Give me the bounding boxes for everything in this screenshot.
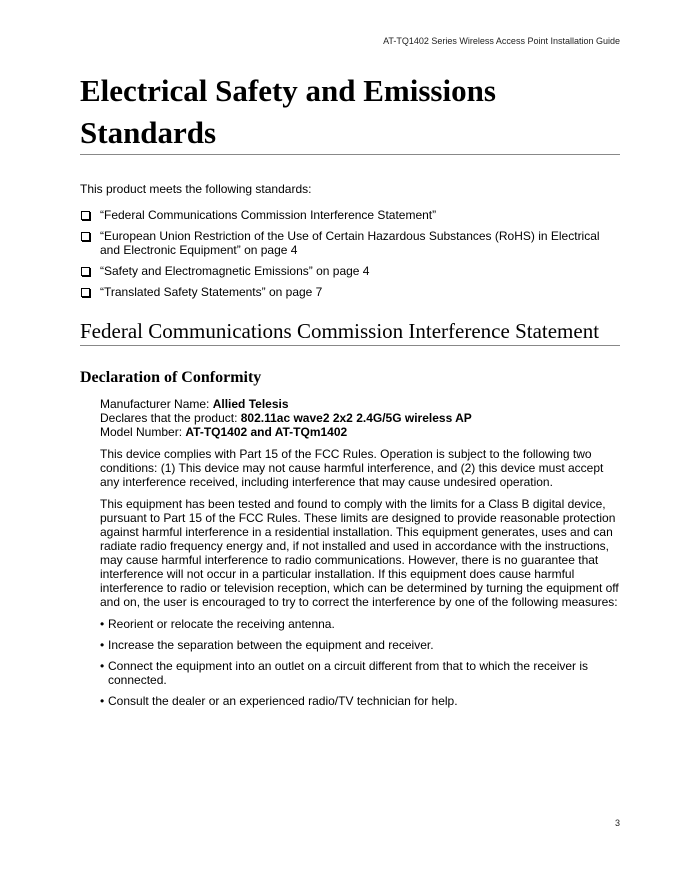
running-header: AT-TQ1402 Series Wireless Access Point Installation Guide <box>383 36 620 46</box>
equipment-paragraph: This equipment has been tested and found to comply with the limits for a Class B digital device, pursuant to Part 15 of the FCC Rules. These limits are designed to provide reasonable protection against harmful interference in a residential installation. This equipment generates, uses and can radiate radio frequency energy and, if not installed and used in accordance with the instructions, may cause harmful interference to radio communications. However, there is no guarantee that interference will not occur in a particular installation. If this equipment does cause harmful interference to radio or television reception, which can be determined by turning the equipment off and on, the user is encouraged to try to correct the interference by one of the following measures: <box>100 497 619 609</box>
standards-item-text: “European Union Restriction of the Use of Certain Hazardous Substances (RoHS) in Electrical and Electronic Equipment” on page 4 <box>100 229 600 257</box>
section-heading: Federal Communications Commission Interference Statement <box>80 319 600 343</box>
product-value: 802.11ac wave2 2x2 2.4G/5G wireless AP <box>240 411 472 425</box>
measure-text: Consult the dealer or an experienced radio/TV technician for help. <box>108 694 458 708</box>
standards-list-item <box>80 285 620 299</box>
bullet-icon: • <box>100 694 105 708</box>
manufacturer-label: Manufacturer Name: <box>100 397 213 411</box>
measure-text: Connect the equipment into an outlet on a circuit different from that to which the receiver is connected. <box>108 659 589 687</box>
standards-item-text: “Safety and Electromagnetic Emissions” on page 4 <box>100 264 370 278</box>
checkbox-bullet-icon <box>81 288 90 297</box>
page-title-line-1: Electrical Safety and Emissions <box>80 73 496 108</box>
model-label: Model Number: <box>100 425 186 439</box>
model-value: AT-TQ1402 and AT-TQm1402 <box>185 425 348 439</box>
checkbox-bullet-icon <box>81 267 90 276</box>
declaration-block <box>100 397 620 439</box>
standards-item-text: “Federal Communications Commission Interference Statement” <box>100 208 437 222</box>
page-title <box>80 70 620 154</box>
section-divider <box>80 345 620 346</box>
measure-text: Increase the separation between the equipment and receiver. <box>108 638 434 652</box>
checkbox-bullet-icon <box>81 232 90 241</box>
standards-item-text: “Translated Safety Statements” on page 7 <box>100 285 323 299</box>
measures-list <box>100 617 620 708</box>
page-number: 3 <box>614 818 620 828</box>
checkbox-bullet-icon <box>81 211 90 220</box>
section-content <box>100 397 620 715</box>
standards-list <box>80 208 620 306</box>
product-line <box>100 411 620 425</box>
measure-text: Reorient or relocate the receiving antenna. <box>108 617 335 631</box>
page-title-line-2: Standards <box>80 115 217 150</box>
compliance-paragraph: This device complies with Part 15 of the FCC Rules. Operation is subject to the following two conditions: (1) This device may not cause harmful interference, and (2) this device must accept any interference received, including interference that may cause undesired operation. <box>100 447 604 489</box>
title-divider <box>80 154 620 155</box>
standards-list-item <box>80 264 620 278</box>
measure-item <box>100 638 620 652</box>
manufacturer-value: Allied Telesis <box>212 397 289 411</box>
bullet-icon: • <box>100 617 105 631</box>
measure-item <box>100 617 620 631</box>
model-line <box>100 425 620 439</box>
measure-item <box>100 659 620 687</box>
bullet-icon: • <box>100 659 105 673</box>
standards-list-item <box>80 229 620 257</box>
intro-text: This product meets the following standards: <box>80 182 312 196</box>
product-label: Declares that the product: <box>100 411 241 425</box>
measure-item <box>100 694 620 708</box>
bullet-icon: • <box>100 638 105 652</box>
standards-list-item <box>80 208 620 222</box>
subsection-heading: Declaration of Conformity <box>80 369 262 386</box>
manufacturer-line <box>100 397 620 411</box>
